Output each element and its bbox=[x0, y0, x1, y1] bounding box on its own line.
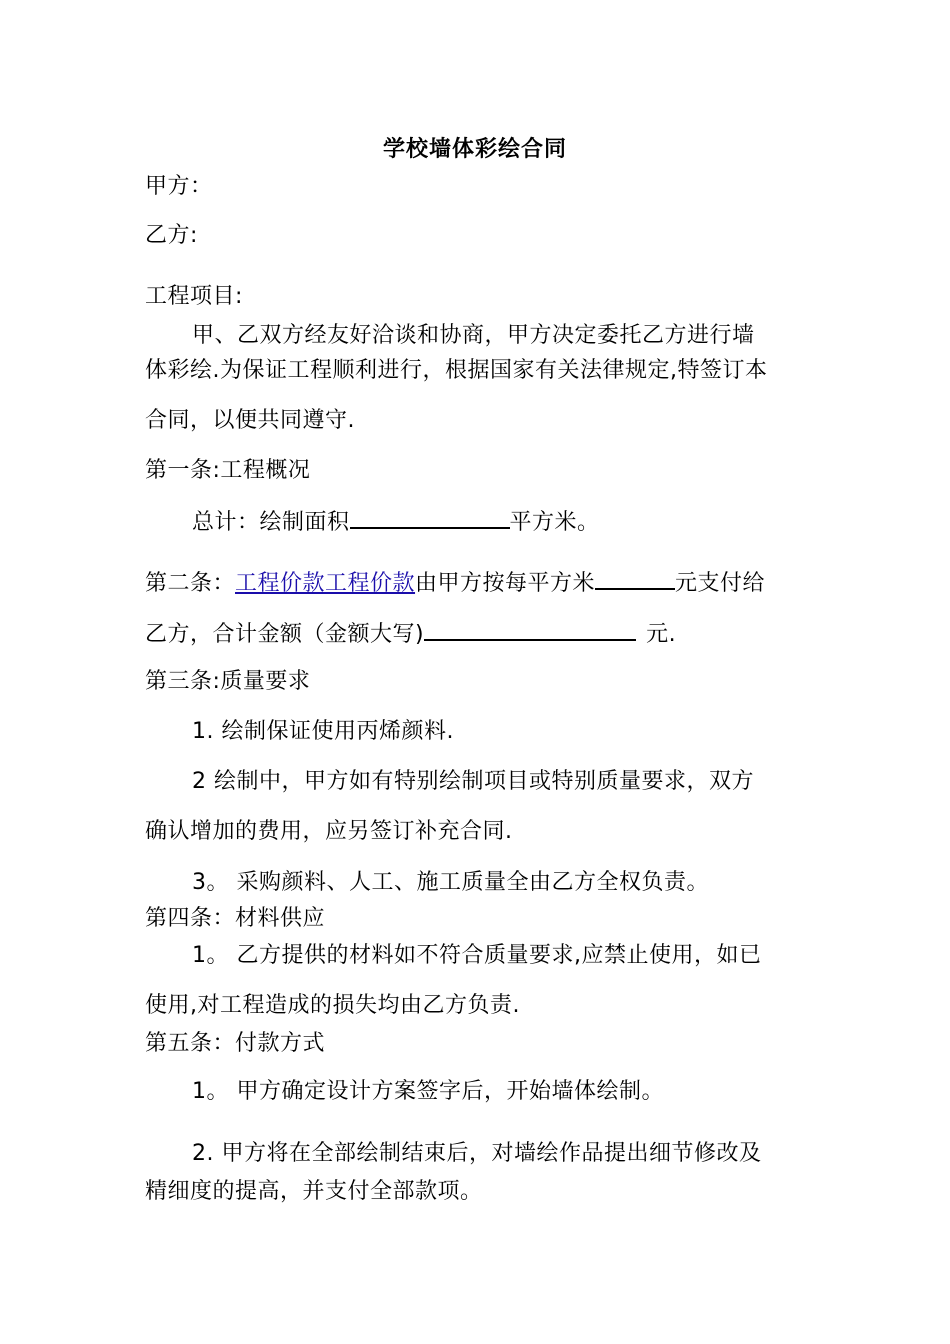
article-4-item-1-line-1: 1。 乙方提供的材料如不符合质量要求,应禁止使用，如已 bbox=[192, 943, 762, 968]
article-3-item-2-line-1: 2 绘制中，甲方如有特别绘制项目或特别质量要求，双方 bbox=[192, 769, 754, 794]
article-3-item-1: 1. 绘制保证使用丙烯颜料. bbox=[192, 719, 454, 744]
preamble-line-3: 合同，以便共同遵守. bbox=[145, 408, 355, 433]
article-3-item-2-line-2: 确认增加的费用，应另签订补充合同. bbox=[145, 819, 513, 844]
area-blank-field[interactable] bbox=[350, 507, 510, 529]
article-2-after-blank: 元支付给 bbox=[675, 571, 766, 596]
article-3-heading: 第三条:质量要求 bbox=[145, 669, 311, 694]
article-2-line-1 bbox=[145, 568, 765, 598]
project-price-link[interactable]: 工程价款工程价款 bbox=[235, 571, 416, 596]
article-5-heading: 第五条：付款方式 bbox=[145, 1031, 326, 1056]
total-area-suffix: 平方米。 bbox=[509, 510, 600, 535]
article-5-item-2-line-2: 精细度的提高，并支付全部款项。 bbox=[145, 1179, 483, 1204]
article-5-item-2-line-1: 2. 甲方将在全部绘制结束后，对墙绘作品提出细节修改及 bbox=[192, 1141, 762, 1166]
article-3-item-3: 3。 采购颜料、人工、施工质量全由乙方全权负责。 bbox=[192, 870, 709, 895]
article-2-prefix: 第二条： bbox=[145, 571, 236, 596]
preamble-line-2: 体彩绘.为保证工程顺利进行，根据国家有关法律规定,特签订本 bbox=[145, 358, 768, 383]
article-2-line-2 bbox=[145, 619, 676, 649]
party-a-label: 甲方： bbox=[145, 174, 213, 199]
party-b-label: 乙方: bbox=[145, 223, 198, 248]
article-4-heading: 第四条：材料供应 bbox=[145, 906, 326, 931]
article-5-item-1: 1。 甲方确定设计方案签字后，开始墙体绘制。 bbox=[192, 1079, 664, 1104]
preamble-line-1: 甲、乙双方经友好洽谈和协商，甲方决定委托乙方进行墙 bbox=[192, 323, 755, 348]
project-label: 工程项目: bbox=[145, 284, 243, 309]
article-4-item-1-line-2: 使用,对工程造成的损失均由乙方负责. bbox=[145, 993, 520, 1018]
article-2-line-2-suffix: 元. bbox=[646, 622, 677, 647]
article-2-line-2-prefix: 乙方，合计金额（金额大写) bbox=[145, 622, 425, 647]
total-amount-blank-field[interactable] bbox=[424, 619, 636, 641]
document-title: 学校墙体彩绘合同 bbox=[382, 137, 567, 162]
article-2-mid: 由甲方按每平方米 bbox=[415, 571, 596, 596]
article-1-total bbox=[192, 507, 600, 537]
total-area-prefix: 总计：绘制面积 bbox=[192, 510, 350, 535]
article-1-heading: 第一条:工程概况 bbox=[145, 458, 311, 483]
unit-price-blank-field[interactable] bbox=[595, 568, 675, 590]
